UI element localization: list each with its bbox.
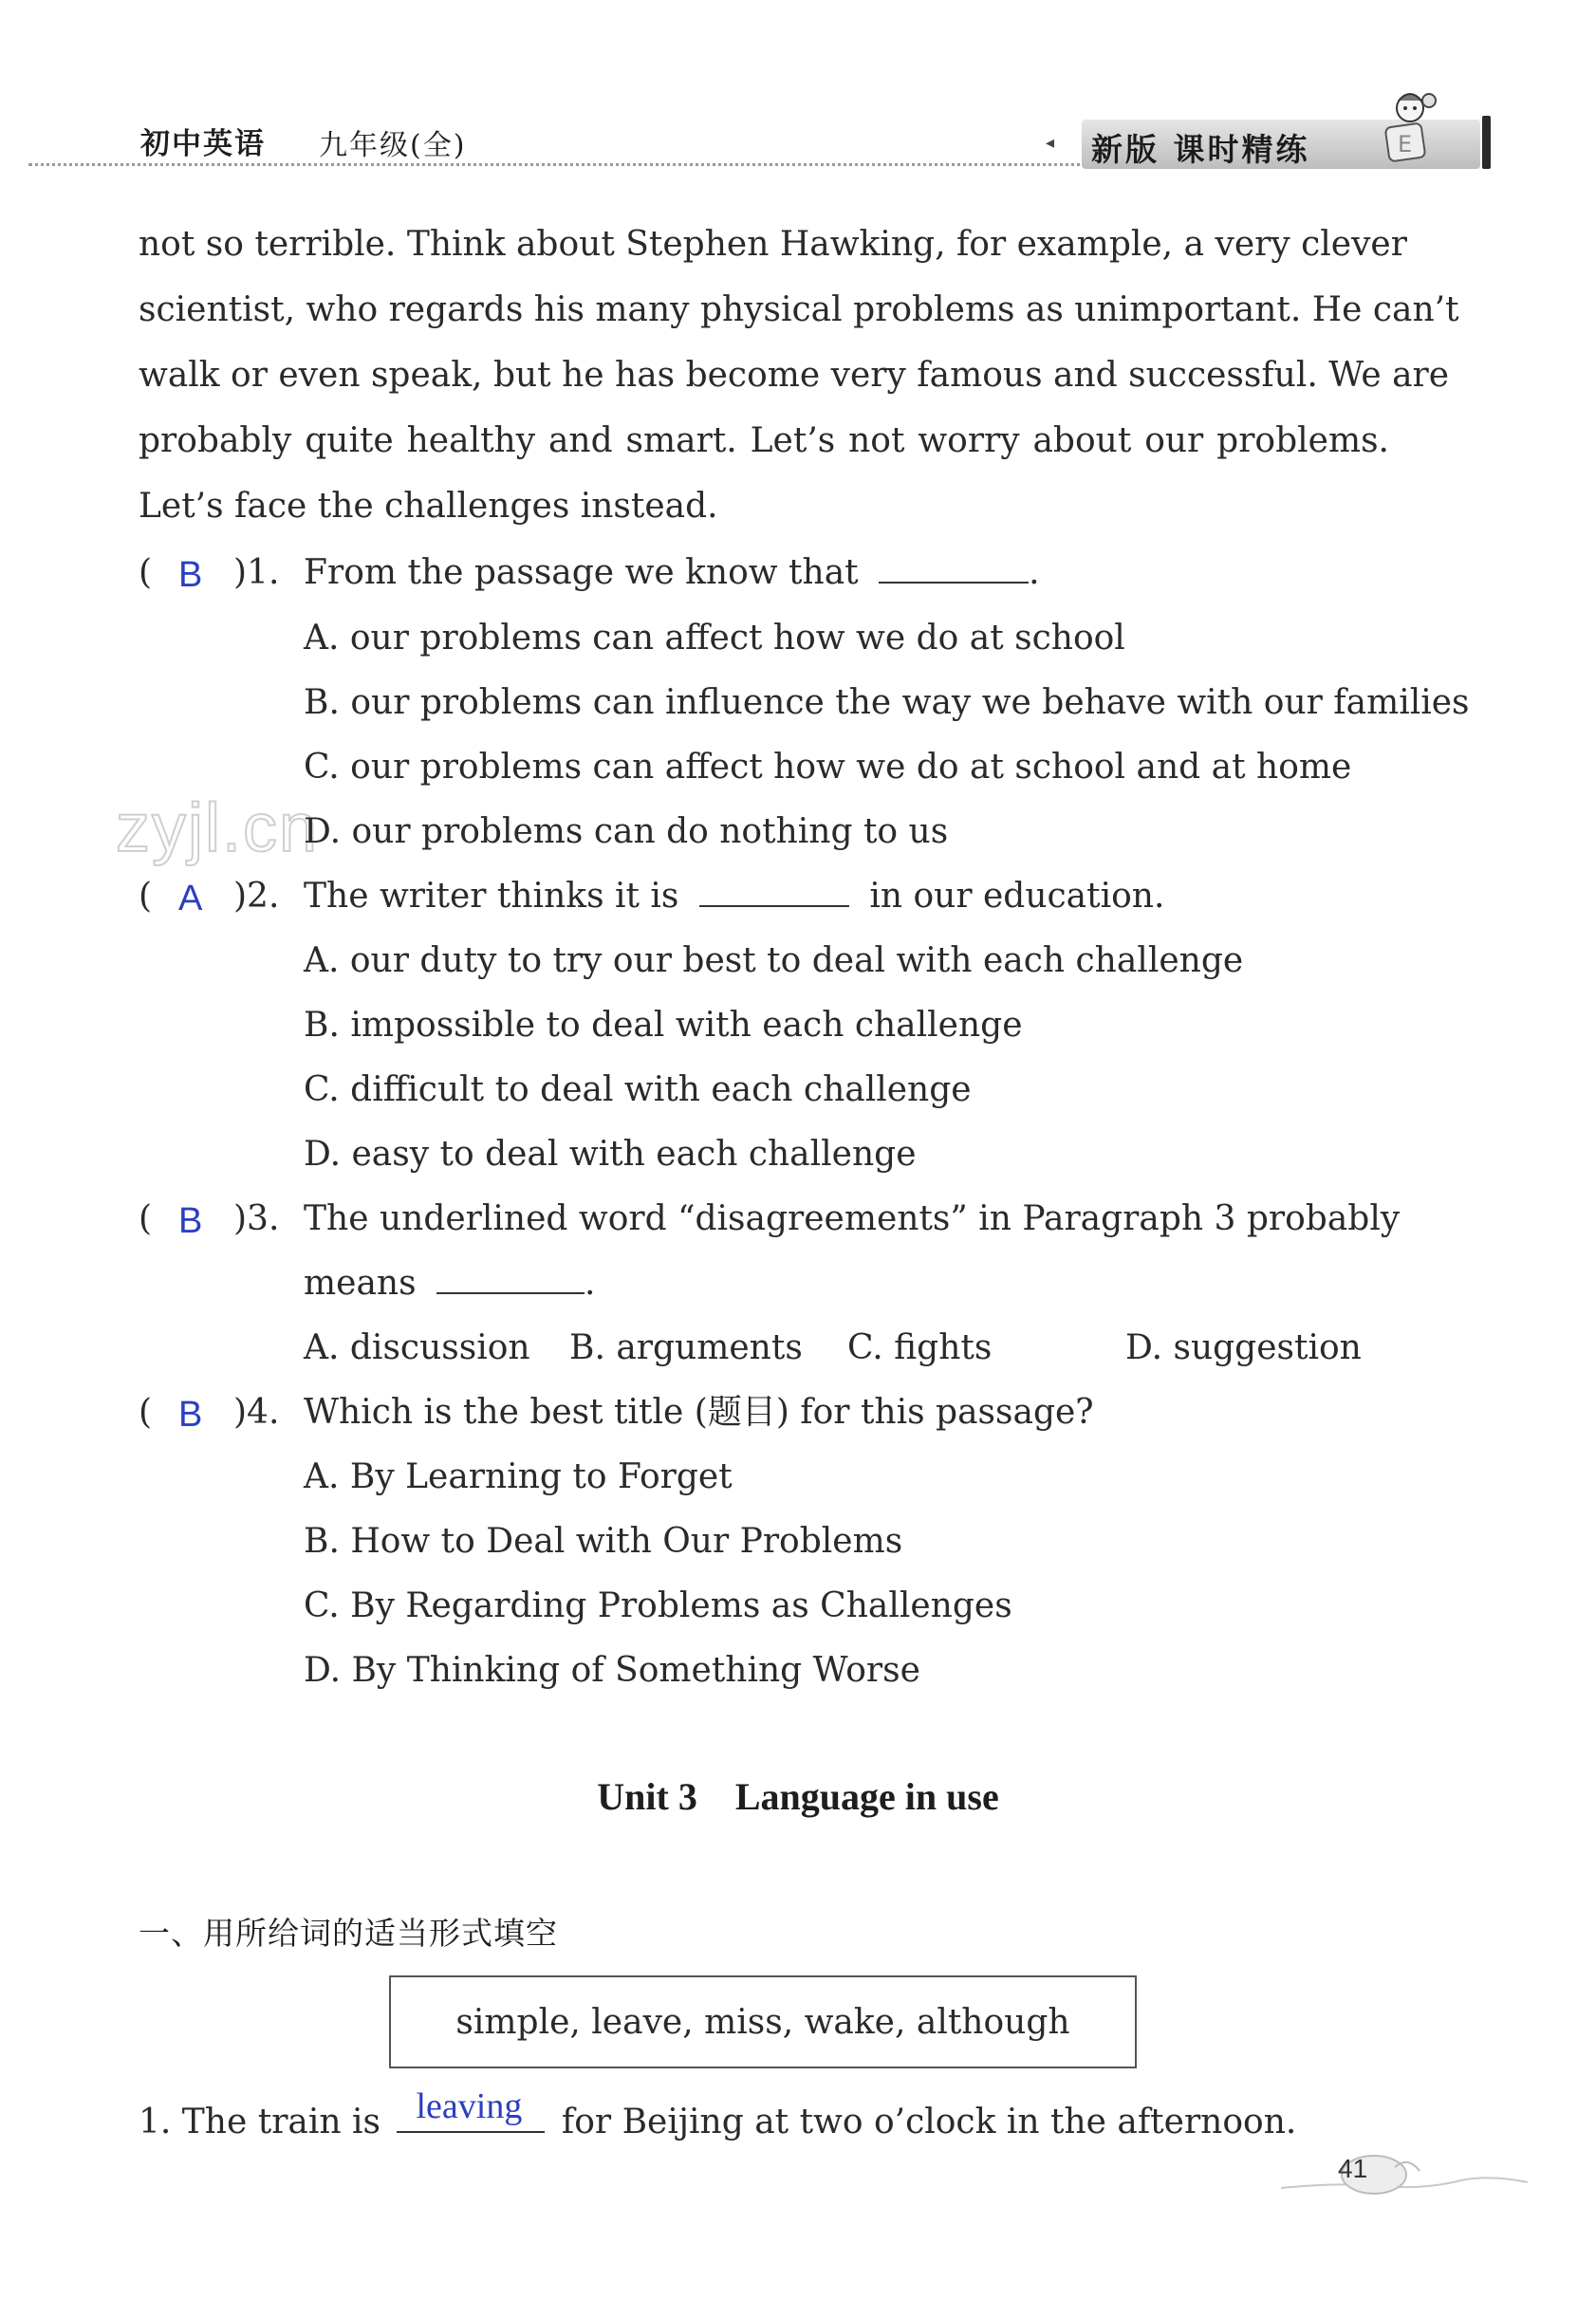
passage-line: probably quite healthy and smart. Let’s not worry about our problems. xyxy=(139,421,1389,460)
question-stem-end: in our education. xyxy=(869,877,1165,916)
option-d: D. easy to deal with each challenge xyxy=(304,1135,917,1174)
fill-item-before: 1. The train is xyxy=(139,2103,381,2141)
answer-paren-open: ( xyxy=(139,877,153,916)
answer-mark: B xyxy=(178,1201,203,1241)
fill-answer: leaving xyxy=(416,2086,523,2126)
book-subject: 初中英语 xyxy=(140,127,266,161)
question-stem-text: The underlined word “disagreements” in Paragraph 3 probably xyxy=(304,1199,1401,1238)
section-heading: 一、用所给词的适当形式填空 xyxy=(139,1915,558,1952)
question-stem xyxy=(304,552,1040,594)
option-b: B. our problems can influence the way we behave with our families xyxy=(304,683,1470,722)
passage-line: scientist, who regards his many physical problems as unimportant. He can’t xyxy=(139,290,1459,329)
answer-mark: B xyxy=(178,1395,203,1435)
answer-paren-open: ( xyxy=(139,1199,153,1238)
option-d: D. our problems can do nothing to us xyxy=(304,812,949,851)
answer-mark: A xyxy=(178,879,203,918)
question-number: )3. xyxy=(233,1199,280,1238)
passage-line: walk or even speak, but he has become very famous and successful. We are xyxy=(139,356,1450,395)
option-c: C. By Regarding Problems as Challenges xyxy=(304,1586,1012,1625)
answer-blank xyxy=(699,877,849,907)
answer-paren-open: ( xyxy=(139,553,153,592)
answer-blank xyxy=(879,553,1029,584)
question-stem-end: . xyxy=(1029,553,1040,592)
book-grade: 九年级(全) xyxy=(319,129,467,162)
question-stem xyxy=(304,876,1164,918)
header-divider xyxy=(28,163,1093,166)
fill-item xyxy=(139,2086,1297,2143)
word-bank-box: simple, leave, miss, wake, although xyxy=(389,1975,1137,2068)
option-d: D. suggestion xyxy=(1125,1328,1362,1367)
page-number-swirl-icon xyxy=(1262,2146,1547,2203)
passage-line: not so terrible. Think about Stephen Hawking, for example, a very clever xyxy=(139,225,1407,264)
question-stem-text: The writer thinks it is xyxy=(304,877,679,916)
answer-paren-open: ( xyxy=(139,1393,153,1432)
answer-blank xyxy=(436,1264,585,1294)
question-stem-text: Which is the best title (题目) for this passage? xyxy=(304,1393,1094,1432)
answer-mark: B xyxy=(178,555,203,595)
watermark: zyjl.cn xyxy=(116,790,320,866)
option-a: A. our duty to try our best to deal with each challenge xyxy=(304,941,1244,980)
unit-title: Unit 3 Language in use xyxy=(597,1775,999,1818)
badge-letter: E xyxy=(1398,131,1413,158)
option-a: A. our problems can affect how we do at school xyxy=(304,619,1125,658)
fill-item-after: for Beijing at two o’clock in the afternoon. xyxy=(561,2103,1297,2141)
option-b: B. How to Deal with Our Problems xyxy=(304,1522,903,1561)
option-a: A. discussion xyxy=(304,1328,530,1367)
question-stem-line2 xyxy=(304,1263,595,1305)
passage-line: Let’s face the challenges instead. xyxy=(139,487,718,526)
option-c: C. fights xyxy=(847,1328,993,1367)
question-stem-end: . xyxy=(585,1264,596,1303)
brand-title: 新版 课时精练 xyxy=(1091,131,1310,168)
mascot-badge-icon xyxy=(1366,80,1454,167)
question-number: )1. xyxy=(233,553,280,592)
question-stem-text: From the passage we know that xyxy=(304,553,859,592)
option-d: D. By Thinking of Something Worse xyxy=(304,1651,920,1690)
option-a: A. By Learning to Forget xyxy=(304,1457,733,1496)
option-c: C. our problems can affect how we do at school and at home xyxy=(304,748,1352,787)
page-number: 41 xyxy=(1338,2154,1368,2183)
question-stem-text: means xyxy=(304,1264,417,1303)
fill-blank xyxy=(397,2086,545,2133)
option-c: C. difficult to deal with each challenge xyxy=(304,1070,972,1109)
option-b: B. arguments xyxy=(569,1328,803,1367)
banner-end-bar xyxy=(1482,116,1491,169)
question-number: )4. xyxy=(233,1393,280,1432)
option-b: B. impossible to deal with each challenge xyxy=(304,1006,1023,1045)
question-number: )2. xyxy=(233,877,280,916)
left-arrow-icon: ◂ xyxy=(1046,133,1055,153)
